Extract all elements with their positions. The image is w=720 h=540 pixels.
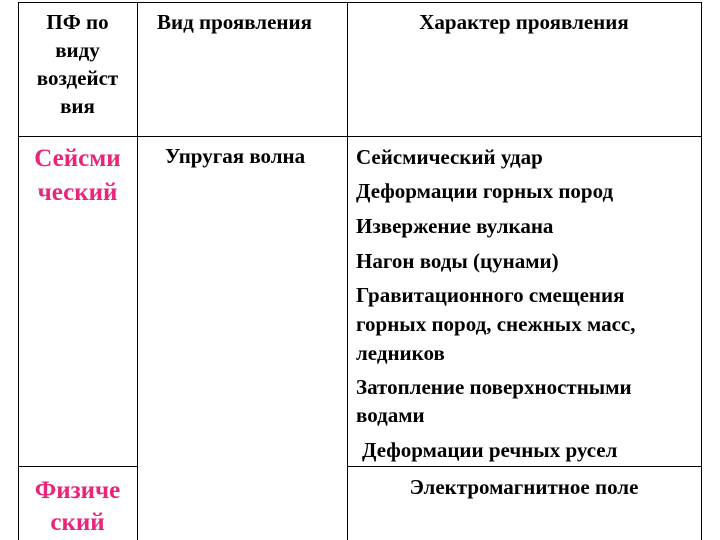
row1-category-line1: Сейсми xyxy=(34,145,121,172)
row1-item-4: Нагон воды (цунами) xyxy=(356,249,559,273)
header-col1-line4: вия xyxy=(60,94,95,118)
row1-item-9: водами xyxy=(356,403,425,427)
row1-category-line2: ческий xyxy=(37,179,118,206)
column-divider-1 xyxy=(137,2,138,540)
header-row-divider xyxy=(18,136,702,137)
header-col2: Вид проявления xyxy=(157,10,312,34)
row2-category-line2: ский xyxy=(50,509,105,536)
table-border-top xyxy=(18,2,702,3)
row1-item-1: Сейсмический удар xyxy=(356,145,543,169)
row2-category-line1: Физиче xyxy=(34,477,121,504)
row-divider-col3 xyxy=(347,466,702,467)
header-col1-line1: ПФ по xyxy=(46,10,109,34)
row1-item-3: Извержение вулкана xyxy=(356,214,554,238)
table-border-right xyxy=(701,2,702,540)
row1-kind: Упругая волна xyxy=(165,144,306,168)
row-divider-col1 xyxy=(18,466,138,467)
header-col1-line3: воздейст xyxy=(36,66,119,90)
row2-item-1: Электромагнитное поле xyxy=(409,475,639,499)
row1-item-7: ледников xyxy=(356,341,445,365)
header-col1-line2: виду xyxy=(55,38,100,62)
row1-item-5: Гравитационного смещения xyxy=(356,283,625,307)
row1-item-2: Деформации горных пород xyxy=(356,179,614,203)
row1-item-10: Деформации речных русел xyxy=(362,438,618,462)
header-col3: Характер проявления xyxy=(419,10,629,34)
column-divider-2 xyxy=(347,2,348,540)
row1-item-8: Затопление поверхностными xyxy=(356,375,632,399)
row1-item-6: горных пород, снежных масс, xyxy=(356,312,636,336)
